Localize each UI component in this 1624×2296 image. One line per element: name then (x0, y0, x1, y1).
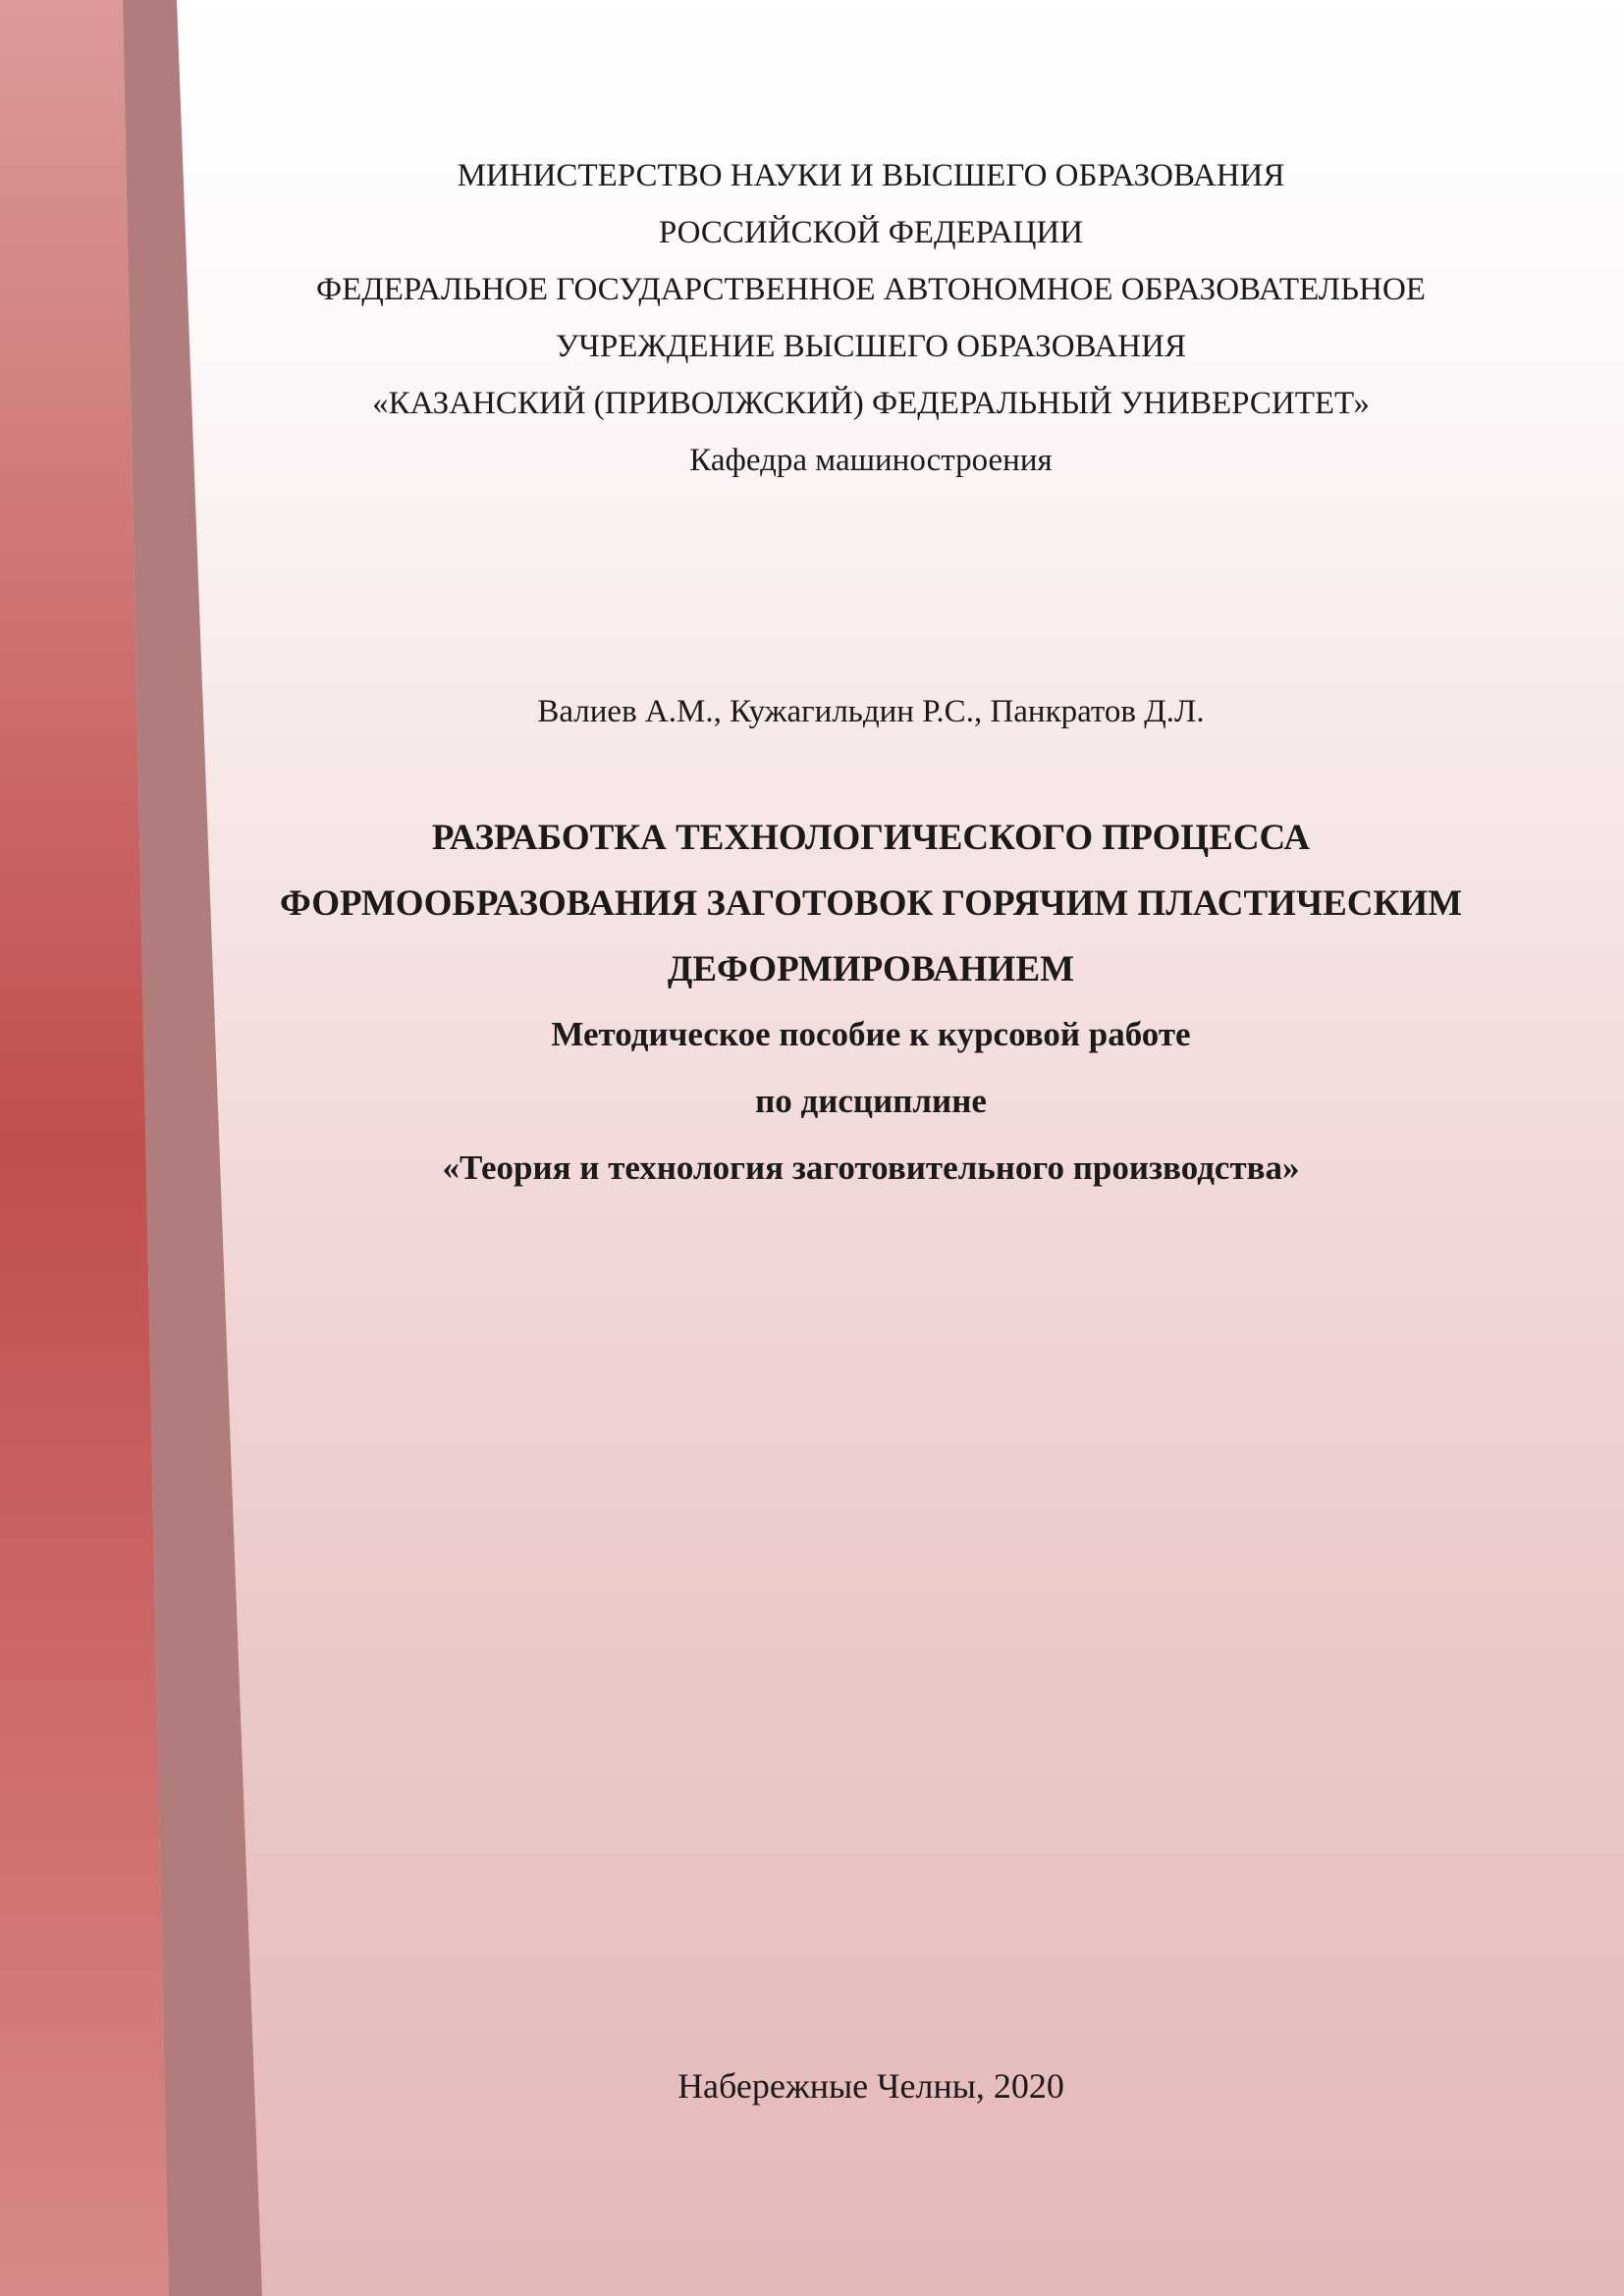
header-line: ФЕДЕРАЛЬНОЕ ГОСУДАРСТВЕННОЕ АВТОНОМНОЕ ОБРАЗОВАТЕЛЬНОЕ (316, 272, 1426, 307)
document-subtitle (177, 1001, 1565, 1201)
subtitle-line: по дисциплине (755, 1082, 987, 1120)
title-line: ДЕФОРМИРОВАНИЕМ (667, 949, 1075, 989)
document-content (177, 0, 1624, 2296)
header-line: «КАЗАНСКИЙ (ПРИВОЛЖСКИЙ) ФЕДЕРАЛЬНЫЙ УНИВЕРСИТЕТ» (372, 386, 1370, 421)
title-line: ФОРМООБРАЗОВАНИЯ ЗАГОТОВОК ГОРЯЧИМ ПЛАСТИЧЕСКИМ (279, 883, 1463, 924)
city-year: Набережные Челны, 2020 (677, 2066, 1064, 2106)
document-title (177, 805, 1565, 1002)
title-line: РАЗРАБОТКА ТЕХНОЛОГИЧЕСКОГО ПРОЦЕССА (431, 818, 1311, 858)
header-line: РОССИЙСКОЙ ФЕДЕРАЦИИ (658, 215, 1084, 250)
department-name: Кафедра машиностроения (689, 443, 1053, 478)
institution-header (177, 147, 1565, 489)
authors: Валиев А.М., Кужагильдин Р.С., Панкратов Д.Л. (537, 694, 1205, 729)
header-line: МИНИСТЕРСТВО НАУКИ И ВЫСШЕГО ОБРАЗОВАНИЯ (457, 158, 1285, 193)
subtitle-line: Методическое пособие к курсовой работе (551, 1015, 1191, 1053)
header-line: УЧРЕЖДЕНИЕ ВЫСШЕГО ОБРАЗОВАНИЯ (556, 329, 1186, 364)
subtitle-line: «Теория и технология заготовительного производства» (442, 1148, 1300, 1187)
